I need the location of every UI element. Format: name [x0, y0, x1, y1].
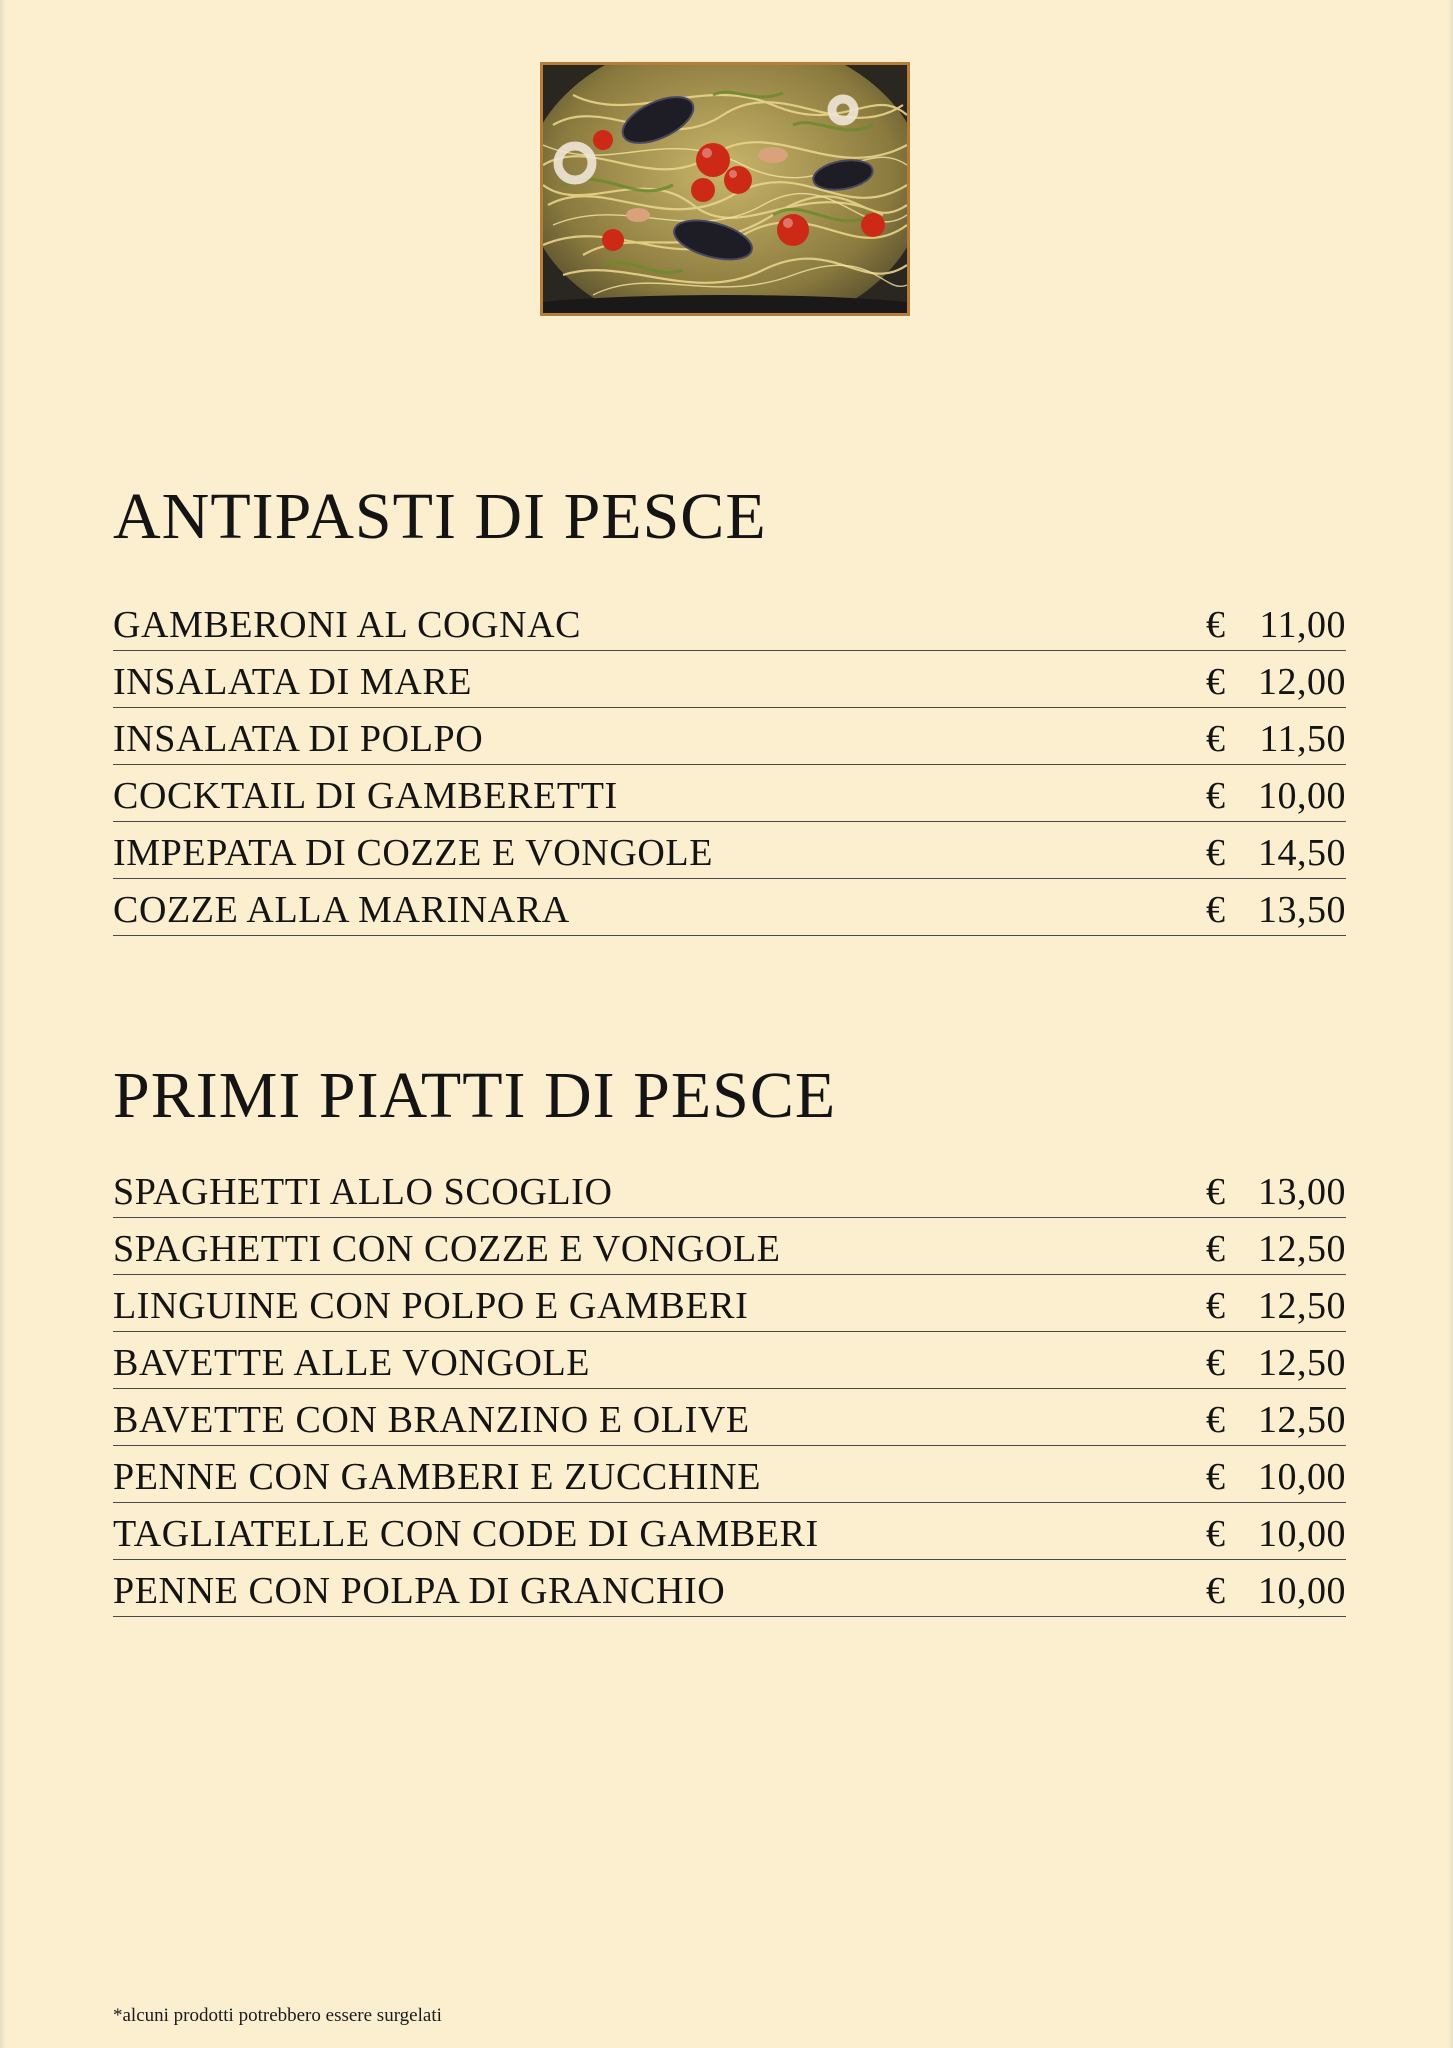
- item-currency: €: [1206, 1399, 1225, 1441]
- item-currency: €: [1206, 661, 1225, 703]
- menu-item: [113, 1161, 1346, 1218]
- menu-item: [113, 651, 1346, 708]
- item-name: INSALATA DI POLPO: [113, 718, 484, 760]
- menu-item: [113, 1446, 1346, 1503]
- section-title-antipasti: ANTIPASTI DI PESCE: [113, 480, 767, 553]
- menu-item: [113, 1503, 1346, 1560]
- page-edge-right: [1448, 0, 1453, 2048]
- item-price: 13,50: [1258, 889, 1346, 931]
- menu-item: [113, 1218, 1346, 1275]
- item-price: 13,00: [1258, 1171, 1346, 1213]
- item-price: 12,50: [1258, 1342, 1346, 1384]
- item-price: 11,00: [1259, 604, 1346, 646]
- menu-item: [113, 1389, 1346, 1446]
- item-currency: €: [1206, 1513, 1225, 1555]
- item-name: INSALATA DI MARE: [113, 661, 473, 703]
- item-currency: €: [1206, 1570, 1225, 1612]
- menu-item: [113, 1560, 1346, 1617]
- food-photo: [540, 62, 910, 316]
- menu-list-antipasti: [113, 594, 1346, 936]
- section-title-primi: PRIMI PIATTI DI PESCE: [113, 1059, 837, 1132]
- item-price: 12,50: [1258, 1228, 1346, 1270]
- item-price: 12,50: [1258, 1399, 1346, 1441]
- item-name: PENNE CON POLPA DI GRANCHIO: [113, 1570, 726, 1612]
- menu-item: [113, 879, 1346, 936]
- item-name: SPAGHETTI CON COZZE E VONGOLE: [113, 1228, 781, 1270]
- menu-item: [113, 594, 1346, 651]
- item-price: 10,00: [1258, 775, 1346, 817]
- item-name: LINGUINE CON POLPO E GAMBERI: [113, 1285, 749, 1327]
- item-currency: €: [1206, 1342, 1225, 1384]
- menu-item: [113, 765, 1346, 822]
- menu-item: [113, 822, 1346, 879]
- item-name: BAVETTE ALLE VONGOLE: [113, 1342, 591, 1384]
- item-name: IMPEPATA DI COZZE E VONGOLE: [113, 832, 714, 874]
- item-name: BAVETTE CON BRANZINO E OLIVE: [113, 1399, 750, 1441]
- item-price: 10,00: [1258, 1570, 1346, 1612]
- item-name: SPAGHETTI ALLO SCOGLIO: [113, 1171, 613, 1213]
- item-currency: €: [1206, 832, 1225, 874]
- item-currency: €: [1206, 1228, 1225, 1270]
- item-name: GAMBERONI AL COGNAC: [113, 604, 582, 646]
- item-currency: €: [1206, 775, 1225, 817]
- footnote: *alcuni prodotti potrebbero essere surgelati: [113, 2005, 442, 2026]
- menu-item: [113, 708, 1346, 765]
- item-currency: €: [1206, 889, 1225, 931]
- item-currency: €: [1206, 718, 1225, 760]
- item-price: 10,00: [1258, 1513, 1346, 1555]
- item-price: 14,50: [1258, 832, 1346, 874]
- item-price: 11,50: [1259, 718, 1346, 760]
- menu-item: [113, 1332, 1346, 1389]
- menu-item: [113, 1275, 1346, 1332]
- item-currency: €: [1206, 1456, 1225, 1498]
- item-name: TAGLIATELLE CON CODE DI GAMBERI: [113, 1513, 819, 1555]
- menu-list-primi: [113, 1161, 1346, 1617]
- item-currency: €: [1206, 604, 1225, 646]
- item-price: 12,50: [1258, 1285, 1346, 1327]
- item-currency: €: [1206, 1171, 1225, 1213]
- item-price: 10,00: [1258, 1456, 1346, 1498]
- item-name: COZZE ALLA MARINARA: [113, 889, 570, 931]
- page-edge-left: [0, 0, 6, 2048]
- item-price: 12,00: [1258, 661, 1346, 703]
- item-name: COCKTAIL DI GAMBERETTI: [113, 775, 618, 817]
- item-currency: €: [1206, 1285, 1225, 1327]
- item-name: PENNE CON GAMBERI E ZUCCHINE: [113, 1456, 762, 1498]
